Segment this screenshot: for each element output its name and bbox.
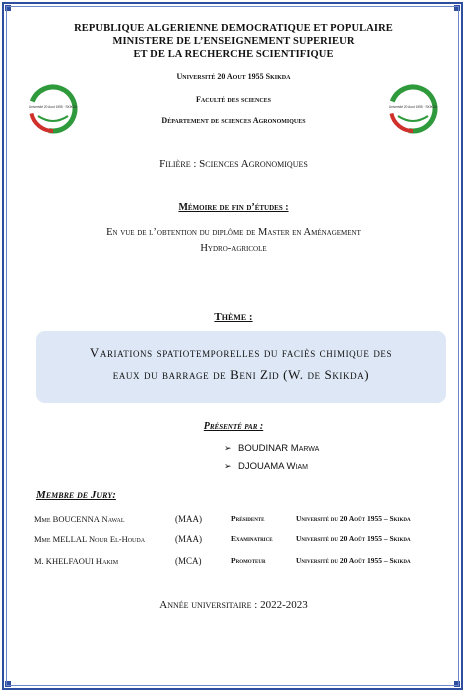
jury-university: Université du 20 Août 1955 – Skikda (296, 514, 411, 523)
jury-grade: (MAA) (175, 534, 202, 544)
jury-role: Présidente (231, 514, 265, 523)
university-name: Université 20 Aout 1955 Skikda (176, 72, 291, 81)
arrow-bullet-icon: ➢ (224, 461, 232, 471)
theme-label: Thème : (214, 311, 253, 323)
jury-role: Examinatrice (231, 534, 273, 543)
presente-label: Présenté par : (203, 421, 264, 432)
logo-text: Université 20 Aout 1955 · SKIKDA (388, 105, 438, 109)
jury-grade: (MAA) (175, 514, 202, 524)
jury-row (0, 556, 467, 570)
student-name: BOUDINAR Marwa (238, 443, 320, 454)
academic-year: Année universitaire : 2022-2023 (159, 599, 308, 611)
vue-line2: Hydro-agricole (200, 243, 267, 254)
student-item (224, 461, 308, 472)
jury-university: Université du 20 Août 1955 – Skikda (296, 534, 411, 543)
header-research: ET DE LA RECHERCHE SCIENTIFIQUE (133, 49, 334, 60)
faculty-name: Faculté des sciences (195, 95, 272, 104)
theme-title-line2: eaux du barrage de Beni Zid (W. de Skikda) (112, 367, 370, 382)
university-logo-left (26, 82, 78, 138)
memoire-label: Mémoire de fin d’études : (178, 202, 289, 213)
header-ministry: MINISTERE DE L’ENSEIGNEMENT SUPERIEUR (112, 36, 355, 47)
theme-box (36, 331, 446, 403)
filiere: Filière : Sciences Agronomiques (159, 158, 308, 170)
jury-name: M. KHELFAOUI Hakim (34, 556, 119, 566)
vue-line1: En vue de l’obtention du diplôme de Master en Aménagement (106, 227, 361, 238)
university-logo-right (386, 82, 438, 138)
student-item (224, 443, 319, 454)
student-name: DJOUAMA Wiam (238, 461, 308, 472)
jury-row (0, 514, 467, 528)
jury-university: Université du 20 Août 1955 – Skikda (296, 556, 411, 565)
jury-title: Membre de Jury: (36, 489, 116, 501)
jury-name: Mme BOUCENNA Nawal (34, 514, 125, 524)
logo-text: Université 20 Aout 1955 · SKIKDA (28, 105, 78, 109)
jury-row (0, 534, 467, 548)
jury-grade: (MCA) (175, 556, 202, 566)
department-name: Département de sciences Agronomiques (161, 116, 306, 125)
arrow-bullet-icon: ➢ (224, 443, 232, 453)
header-republic: REPUBLIQUE ALGERIENNE DEMOCRATIQUE ET POPULAIRE (74, 23, 393, 34)
jury-role: Promoteur (231, 556, 266, 565)
jury-name: Mme MELLAL Nour El-Houda (34, 534, 146, 544)
theme-title-line1: Variations spatiotemporelles du faciès chimique des (89, 345, 393, 360)
